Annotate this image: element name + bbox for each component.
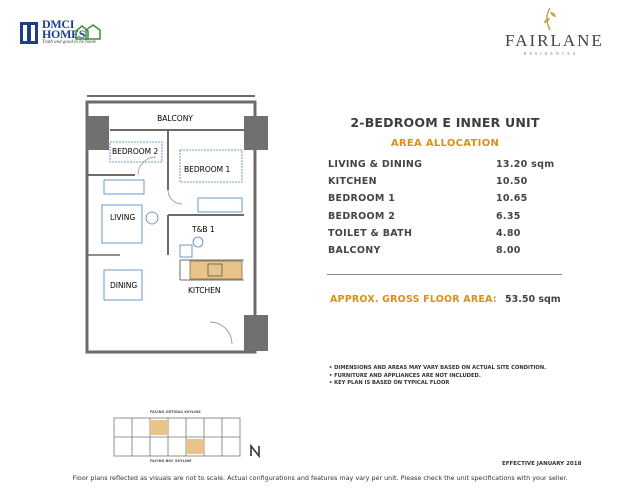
label-balcony: BALCONY bbox=[157, 114, 193, 123]
area-row: TOILET & BATH 4.80 bbox=[328, 227, 521, 239]
project-name: FAIRLANE bbox=[505, 31, 604, 50]
area-row: BEDROOM 1 10.65 bbox=[328, 193, 528, 205]
area-row: BEDROOM 2 6.35 bbox=[328, 210, 521, 222]
north-arrow-icon bbox=[248, 442, 262, 458]
label-bedroom1: BEDROOM 1 bbox=[184, 165, 231, 174]
label-bedroom2: BEDROOM 2 bbox=[112, 147, 159, 156]
door-swing bbox=[138, 157, 156, 175]
area-row: KITCHEN 10.50 bbox=[328, 176, 528, 188]
project-subtitle: RESIDENCES bbox=[523, 51, 579, 56]
door-swing bbox=[168, 190, 182, 204]
keyplan-top-label: FACING ORTIGAS SKYLINE bbox=[150, 410, 201, 414]
label-kitchen: KITCHEN bbox=[188, 286, 221, 295]
note: • FURNITURE AND APPLIANCES ARE NOT INCLUDED. bbox=[329, 372, 481, 379]
closet bbox=[198, 198, 242, 212]
entrance-door-swing bbox=[210, 322, 232, 344]
house-logo-icon bbox=[75, 24, 101, 40]
cabinet bbox=[104, 180, 144, 194]
area-allocation-table bbox=[328, 159, 558, 262]
area-allocation-heading: AREA ALLOCATION bbox=[390, 138, 500, 149]
keyplan-bottom-label: FACING BGC SKYLINE bbox=[150, 459, 192, 463]
developer-name-line1: DMCI bbox=[42, 17, 75, 31]
toilet-icon bbox=[180, 245, 192, 257]
fairlane-leaf-icon bbox=[536, 6, 564, 32]
key-plan bbox=[112, 416, 242, 458]
gross-floor-area-label: APPROX. GROSS FLOOR AREA: bbox=[330, 294, 497, 305]
note: • KEY PLAN IS BASED ON TYPICAL FLOOR bbox=[329, 380, 450, 387]
effective-date: EFFECTIVE JANUARY 2018 bbox=[502, 461, 582, 467]
highlighted-unit bbox=[186, 439, 204, 454]
unit-title: 2-BEDROOM E INNER UNIT bbox=[350, 115, 540, 130]
label-tb1: T&B 1 bbox=[192, 225, 215, 234]
area-row: LIVING & DINING 13.20 sqm bbox=[328, 159, 555, 170]
disclaimer: Floor plans reflected as visuals are not to scale. Actual configurations and features may vary per unit. Please check the unit specifications with your seller. bbox=[72, 474, 568, 482]
dmci-logo-mark-icon bbox=[18, 20, 40, 46]
column bbox=[87, 116, 109, 150]
side-table bbox=[146, 212, 158, 224]
sofa bbox=[102, 205, 142, 243]
gross-floor-area-value: 53.50 sqm bbox=[505, 294, 561, 305]
notes bbox=[329, 365, 546, 388]
area-row: BALCONY 8.00 bbox=[328, 244, 521, 256]
divider-line bbox=[327, 274, 562, 275]
developer-tagline: Truth and good to be home bbox=[42, 40, 97, 45]
lavatory-icon bbox=[193, 237, 203, 247]
label-living: LIVING bbox=[110, 213, 136, 222]
outer-wall bbox=[87, 102, 255, 352]
highlighted-unit bbox=[150, 420, 168, 435]
column bbox=[244, 315, 268, 351]
floor-plan bbox=[80, 90, 275, 360]
column bbox=[244, 116, 268, 150]
developer-name-line2: HOMES bbox=[42, 27, 86, 41]
label-dining: DINING bbox=[110, 281, 138, 290]
note: • DIMENSIONS AND AREAS MAY VARY BASED ON ACTUAL SITE CONDITION. bbox=[329, 365, 547, 371]
